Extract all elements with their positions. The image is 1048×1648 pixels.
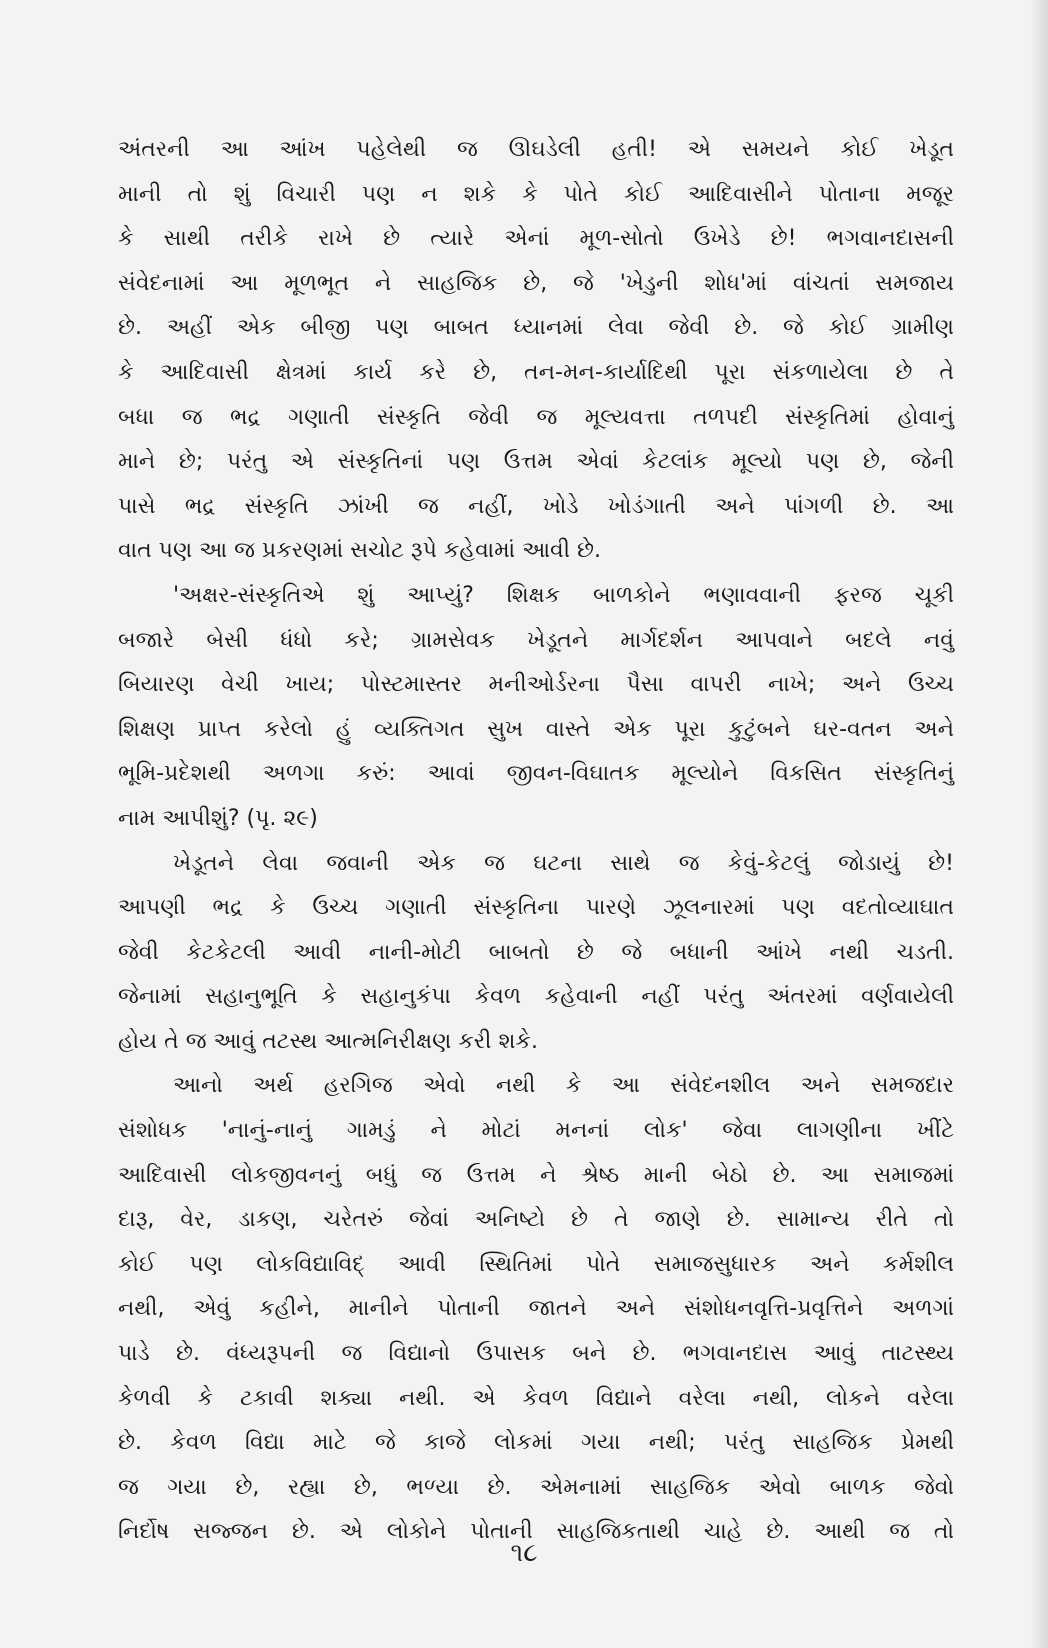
quote-line: નામ આપીશું? (પૃ. ૨૯)	[118, 805, 318, 831]
text-line: અંતરની આ આંખ પહેલેથી જ ઊઘડેલી હતી! એ સમયને કોઈ ખેડૂત	[118, 137, 954, 162]
text-line: કોઈ પણ લોકવિદ્યાવિદ્ આવી સ્થિતિમાં પોતે સમાજસુધારક અને કર્મશીલ	[118, 1251, 954, 1277]
text-line: સંવેદનામાં આ મૂળભૂત ને સાહજિક છે, જે 'ખેડુની શોધ'માં વાંચતાં સમજાય	[118, 270, 954, 296]
text-line: જેનામાં સહાનુભૂતિ કે સહાનુકંપા કેવળ કહેવાની નહીં પરંતુ અંતરમાં વર્ણવાયેલી	[118, 984, 954, 1010]
text-line: છે. અહીં એક બીજી પણ બાબત ધ્યાનમાં લેવા જેવી છે. જે કોઈ ગ્રામીણ	[118, 315, 954, 341]
text-line: કે આદિવાસી ક્ષેત્રમાં કાર્ય કરે છે, તન-મન-કાર્યાદિથી પૂરા સંકળાયેલા છે તે	[118, 359, 954, 385]
quote-line: બજારે બેસી ધંધો કરે; ગ્રામસેવક ખેડૂતને માર્ગદર્શન આપવાને બદલે નવું	[118, 627, 954, 653]
text-line: માને છે; પરંતુ એ સંસ્કૃતિનાં પણ ઉત્તમ એવાં કેટલાંક મૂલ્યો પણ છે, જેની	[118, 449, 954, 475]
text-line: બધા જ ભદ્ર ગણાતી સંસ્કૃતિ જેવી જ મૂલ્યવત્તા તળપદી સંસ્કૃતિમાં હોવાનું	[118, 404, 954, 430]
quote-line: 'અક્ષર-સંસ્કૃતિએ શું આપ્યું? શિક્ષક બાળકોને ભણાવવાની ફરજ ચૂકી	[173, 582, 954, 608]
text-line: દારૂ, વેર, ડાકણ, ચરેતરું જેવાં અનિષ્ટો છે તે જાણે છે. સામાન્ય રીતે તો	[118, 1207, 954, 1233]
text-line: કે સાથી તરીકે રાખે છે ત્યારે એનાં મૂળ-સોતો ઉખેડે છે! ભગવાનદાસની	[118, 226, 954, 252]
text-line: આદિવાસી લોકજીવનનું બધું જ ઉત્તમ ને શ્રેષ્ઠ માની બેઠો છે. આ સમાજમાં	[118, 1162, 954, 1188]
text-line: પાસે ભદ્ર સંસ્કૃતિ ઝાંખી જ નહીં, ખોડે ખોડંગાતી અને પાંગળી છે. આ	[118, 493, 954, 519]
text-line: આનો અર્થ હરગિજ એવો નથી કે આ સંવેદનશીલ અને સમજદાર	[173, 1073, 954, 1099]
page-number: ૧૮	[510, 1538, 538, 1568]
quote-line: બિયારણ વેચી ખાય; પોસ્ટમાસ્તર મનીઓર્ડરના પૈસા વાપરી નાખે; અને ઉચ્ચ	[118, 672, 954, 698]
text-line: ખેડૂતને લેવા જવાની એક જ ઘટના સાથે જ કેવું-કેટલું જોડાયું છે!	[173, 850, 954, 876]
quote-line: ભૂમિ-પ્રદેશથી અળગા કરું: આવાં જીવન-વિઘાતક મૂલ્યોને વિકસિત સંસ્કૃતિનું	[118, 761, 954, 787]
text-line: છે. કેવળ વિદ્યા માટે જે કાજે લોકમાં ગયા નથી; પરંતુ સાહજિક પ્રેમથી	[118, 1430, 954, 1456]
text-line: જ ગયા છે, રહ્યા છે, ભળ્યા છે. એમનામાં સાહજિક એવો બાળક જેવો	[118, 1474, 954, 1500]
page-edge-shadow	[1030, 0, 1048, 1648]
quote-line: શિક્ષણ પ્રાપ્ત કરેલો હું વ્યક્તિગત સુખ વાસ્તે એક પૂરા કુટુંબને ઘર-વતન અને	[118, 716, 954, 742]
text-line: નિર્દોષ સજ્જન છે. એ લોકોને પોતાની સાહજિકતાથી ચાહે છે. આથી જ તો	[118, 1519, 954, 1545]
body-text	[118, 128, 954, 1545]
text-line: પાડે છે. વંધ્યરૂપની જ વિદ્યાનો ઉપાસક બને છે. ભગવાનદાસ આવું તાટસ્થ્ય	[118, 1341, 954, 1367]
text-line: હોય તે જ આવું તટસ્થ આત્મનિરીક્ષણ કરી શકે.	[118, 1028, 538, 1054]
text-line: સંશોધક 'નાનું-નાનું ગામડું ને મોટાં મનનાં લોક' જેવા લાગણીના ખીંટે	[118, 1118, 954, 1144]
text-line: માની તો શું વિચારી પણ ન શકે કે પોતે કોઈ આદિવાસીને પોતાના મજૂર	[118, 181, 954, 207]
text-line: જેવી કેટકેટલી આવી નાની-મોટી બાબતો છે જે બધાની આંખે નથી ચડતી.	[118, 939, 954, 965]
text-line: કેળવી કે ટકાવી શક્યા નથી. એ કેવળ વિદ્યાને વરેલા નથી, લોકને વરેલા	[118, 1385, 954, 1411]
text-line: નથી, એવું કહીને, માનીને પોતાની જાતને અને સંશોધનવૃત્તિ-પ્રવૃત્તિને અળગાં	[118, 1296, 954, 1322]
text-line: વાત પણ આ જ પ્રકરણમાં સચોટ રૂપે કહેવામાં આવી છે.	[118, 538, 602, 564]
text-line: આપણી ભદ્ર કે ઉચ્ચ ગણાતી સંસ્કૃતિના પારણે ઝૂલનારમાં પણ વદતોવ્યાઘાત	[118, 895, 954, 921]
